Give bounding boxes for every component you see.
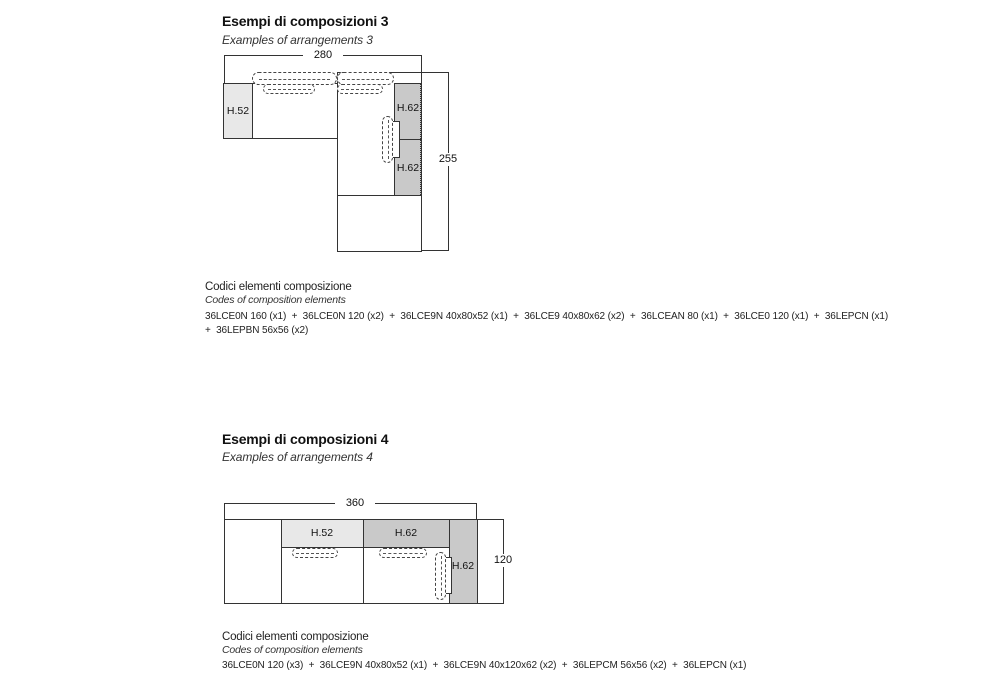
d2-divider-1 xyxy=(281,519,282,604)
d1-seat-cushion-left xyxy=(263,84,315,94)
d1-chaise-front-line xyxy=(337,195,422,196)
d2-h62-label: H.62 xyxy=(394,527,418,539)
d2-divider-2 xyxy=(363,519,364,604)
section4-title: Esempi di composizioni 4 xyxy=(222,431,389,447)
d1-left-armrest-h52 xyxy=(223,83,253,139)
d2-seat-cushion-right xyxy=(379,548,427,558)
d1-height-tick-bottom xyxy=(421,250,449,251)
d1-width-label: 280 xyxy=(303,49,343,62)
d2-width-tick-left xyxy=(224,503,225,519)
codes-heading-en: Codes of composition elements xyxy=(222,644,363,656)
d1-width-tick-left xyxy=(224,55,225,83)
d1-height-label: 255 xyxy=(428,153,468,166)
d2-armrest-cushion-seam xyxy=(441,556,442,596)
d1-h62-lower-label: H.62 xyxy=(396,162,420,174)
d2-armrest-h62-label: H.62 xyxy=(451,560,475,572)
d1-back-cushion-left-seam xyxy=(259,79,330,80)
d1-seat-cushion-left-seam xyxy=(268,89,311,90)
codes-heading-it: Codici elementi composizione xyxy=(222,631,369,643)
d2-h52-label: H.52 xyxy=(310,527,334,539)
d1-h62-upper-label: H.62 xyxy=(396,102,420,114)
d1-back-cushion-right-seam xyxy=(342,79,389,80)
d2-seat-cushion-left xyxy=(292,548,338,558)
d2-seat-cushion-left-seam xyxy=(296,553,334,554)
d2-armrest-cushion xyxy=(435,552,446,600)
d1-armrest-cushion xyxy=(382,116,393,163)
d1-h52-label: H.52 xyxy=(226,105,250,117)
section3-title: Esempi di composizioni 3 xyxy=(222,13,389,29)
codes-line-2: + 36LEPBN 56x56 (x2) xyxy=(205,325,309,336)
section4-subtitle: Examples of arrangements 4 xyxy=(222,450,373,464)
section3-subtitle: Examples of arrangements 3 xyxy=(222,33,373,47)
codes-heading-en: Codes of composition elements xyxy=(205,294,346,306)
d2-width-tick-right xyxy=(476,503,477,519)
d1-seat-cushion-right xyxy=(337,84,383,94)
d1-seat-cushion-right-seam xyxy=(341,89,379,90)
d2-height-label: 120 xyxy=(483,554,523,567)
codes-line-1: 36LCE0N 160 (x1) + 36LCE0N 120 (x2) + 36LCE9N 40x80x52 (x1) + 36LCE9 40x80x62 (x2) + 36LCEAN 80 (x1) + 36LCE0 120 (x1) + 36LEPCN (x1) xyxy=(205,311,889,322)
d2-height-tick-bottom xyxy=(477,603,504,604)
d2-height-tick-top xyxy=(477,519,504,520)
codes-heading-it: Codici elementi composizione xyxy=(205,281,352,293)
codes-line-1: 36LCE0N 120 (x3) + 36LCE9N 40x80x52 (x1) + 36LCE9N 40x120x62 (x2) + 36LEPCM 56x56 (x2) + 36LEPCN (x1) xyxy=(222,660,747,671)
d1-armrest-cushion-seam xyxy=(388,120,389,159)
d2-seat-cushion-right-seam xyxy=(383,553,423,554)
d2-width-label: 360 xyxy=(335,497,375,510)
d1-height-tick-top xyxy=(421,72,449,73)
